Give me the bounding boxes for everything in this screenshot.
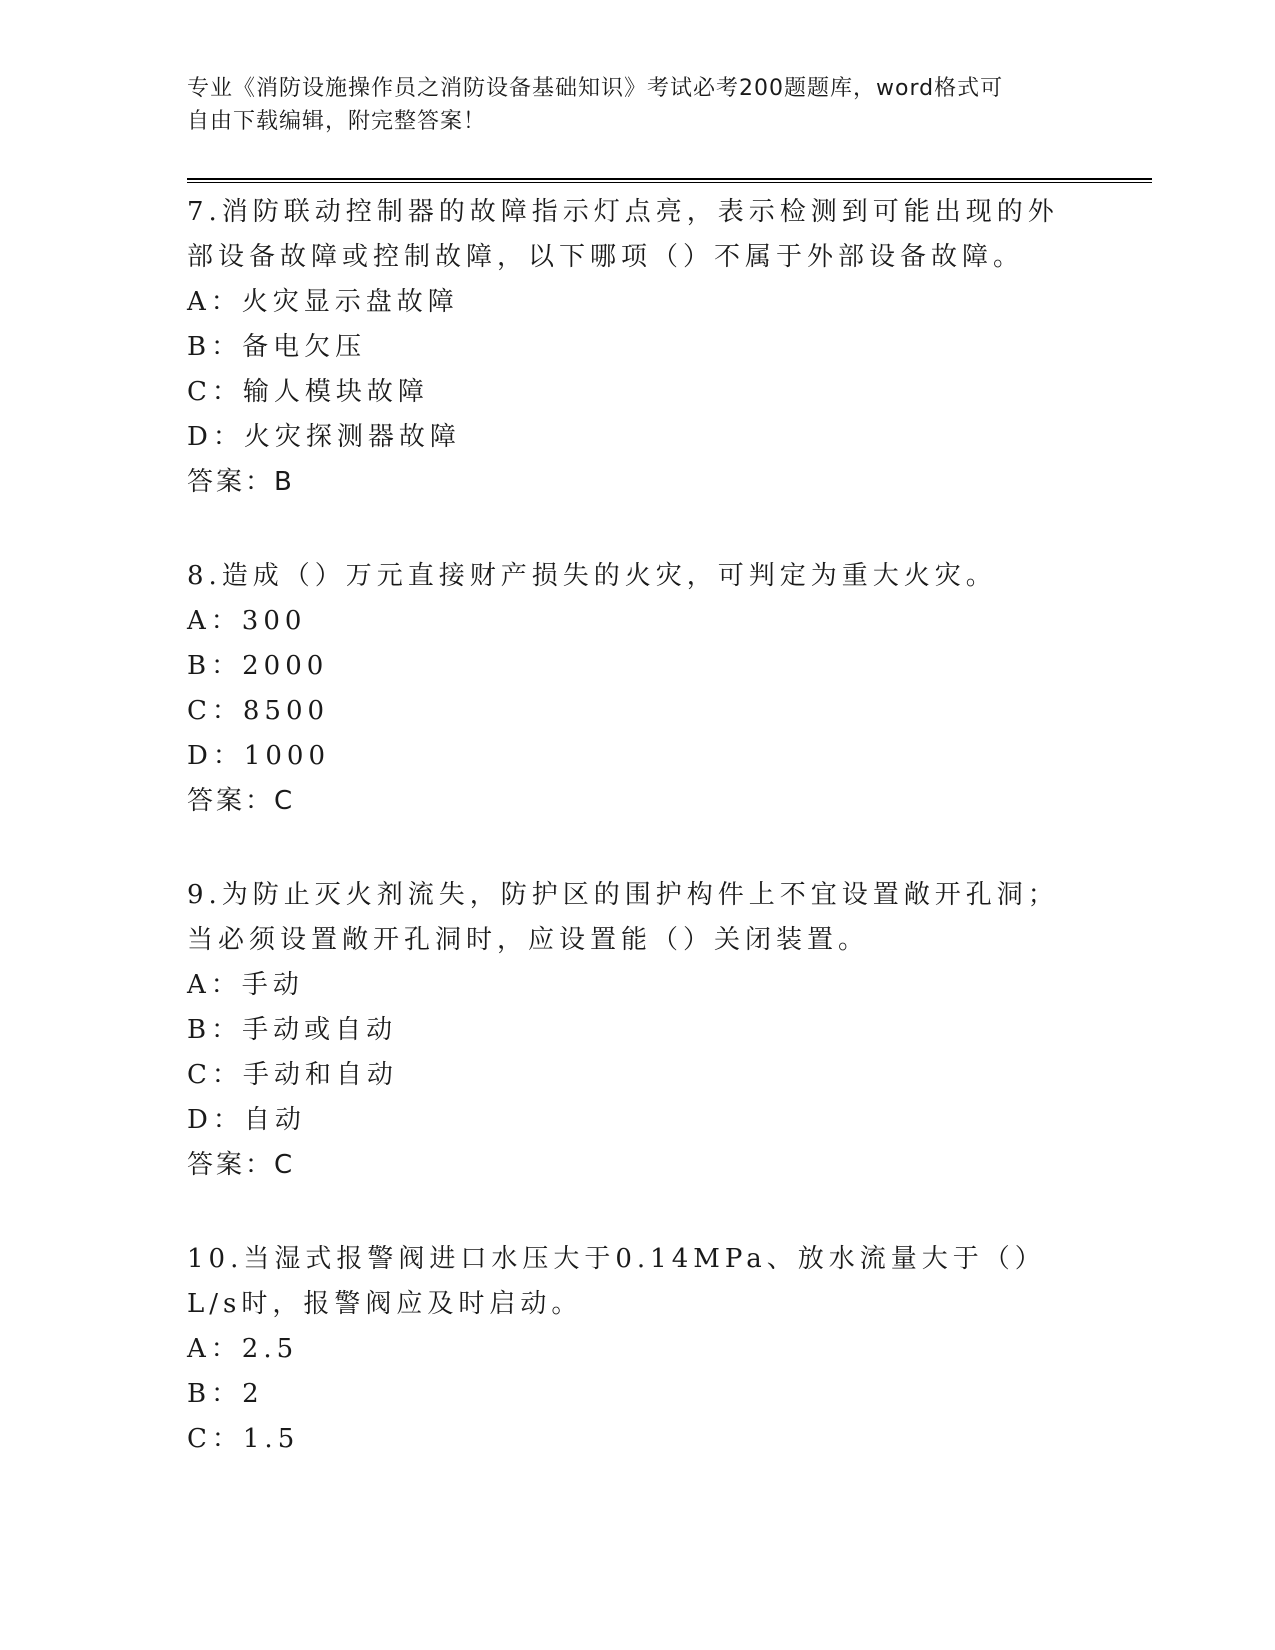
question-option: A：2.5 (187, 1334, 299, 1364)
header-intro-line-2: 自由下载编辑，附完整答案！ (187, 109, 487, 134)
question-option: A：火灾显示盘故障 (187, 287, 459, 317)
question-option: C：输人模块故障 (187, 377, 429, 407)
question-spacer (187, 824, 1087, 869)
question-stem: 9.为防止灭火剂流失，防护区的围护构件上不宜设置敞开孔洞；当必须设置敞开孔洞时，应设置能（）关闭装置。 (187, 880, 1059, 955)
header-intro-line-1: 专业《消防设施操作员之消防设备基础知识》考试必考200题题库，word格式可 (187, 76, 1004, 101)
question-option: C：手动和自动 (187, 1060, 398, 1090)
question-list (187, 186, 1087, 1462)
question-spacer (187, 505, 1087, 550)
question-item (187, 554, 1087, 824)
question-stem: 10.当湿式报警阀进口水压大于0.14MPa、放水流量大于（）L/s时，报警阀应及时启动。 (187, 1244, 1046, 1319)
header-divider (187, 178, 1152, 183)
document-header (187, 72, 1067, 138)
question-answer: 答案：C (187, 1150, 296, 1180)
question-option: B：备电欠压 (187, 332, 367, 362)
question-answer: 答案：B (187, 467, 295, 497)
question-option: B：手动或自动 (187, 1015, 398, 1045)
question-option: A：手动 (187, 970, 304, 1000)
question-stem: 7.消防联动控制器的故障指示灯点亮，表示检测到可能出现的外部设备故障或控制故障，以下哪项（）不属于外部设备故障。 (187, 197, 1059, 272)
question-option: D：自动 (187, 1105, 306, 1135)
question-option: C：8500 (187, 696, 330, 726)
question-answer: 答案：C (187, 786, 296, 816)
question-item (187, 873, 1087, 1188)
question-item (187, 1237, 1087, 1462)
question-spacer (187, 1188, 1087, 1233)
question-option: C：1.5 (187, 1424, 300, 1454)
question-option: D：火灾探测器故障 (187, 422, 461, 452)
question-option: B：2 (187, 1379, 264, 1409)
question-option: A：300 (187, 606, 307, 636)
question-option: B：2000 (187, 651, 329, 681)
question-option: D：1000 (187, 741, 331, 771)
question-item (187, 190, 1087, 505)
question-stem: 8.造成（）万元直接财产损失的火灾，可判定为重大火灾。 (187, 561, 997, 591)
